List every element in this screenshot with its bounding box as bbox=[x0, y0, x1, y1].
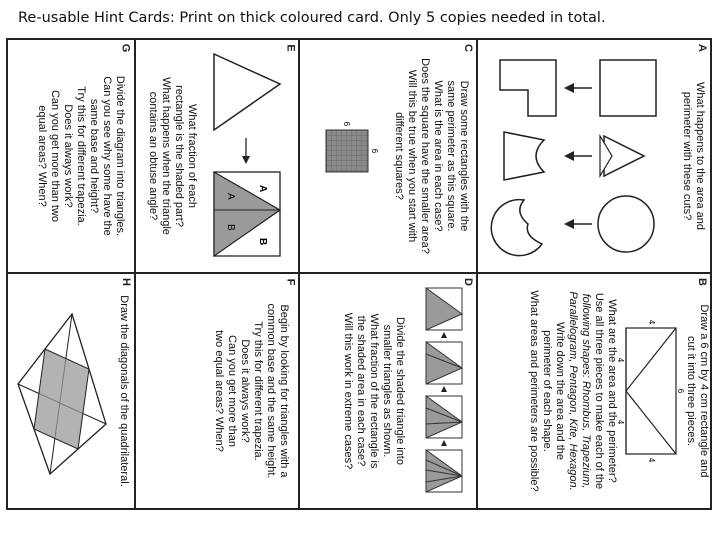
card-text-line: Can you get more than two bbox=[49, 89, 61, 223]
card-text-line: Divide the diagram into triangles. bbox=[114, 75, 126, 237]
dim-label-bottom-right: 4 bbox=[616, 419, 625, 425]
card-text bbox=[35, 40, 126, 272]
card-text-line: Does it always work? bbox=[239, 339, 251, 443]
card-text bbox=[146, 40, 198, 272]
card-text-line: perimeter with these cuts? bbox=[681, 91, 693, 221]
card-letter: A bbox=[696, 44, 709, 52]
card-letter: D bbox=[462, 278, 475, 286]
card-text-line: Will this be true when you start with bbox=[406, 69, 418, 243]
card-text-line: What fraction of the rectangle is bbox=[368, 313, 380, 469]
hint-card-b bbox=[478, 274, 710, 508]
card-text bbox=[341, 274, 406, 508]
card-letter: G bbox=[119, 43, 132, 53]
card-text-line: rectangle is the shaded part? bbox=[173, 85, 185, 227]
card-text-line: Try this for different trapezia. bbox=[75, 86, 87, 226]
card-text bbox=[117, 274, 133, 508]
card-text-line: What fraction of each bbox=[186, 104, 198, 208]
hint-card-h bbox=[8, 274, 134, 508]
card-text-line: Does it always work? bbox=[62, 104, 74, 208]
card-text-line: What are the area and the perimeter? bbox=[606, 299, 618, 483]
dim-label-side: 6 bbox=[342, 121, 351, 127]
grid-square-diagram bbox=[312, 40, 382, 272]
card-text-line: Use all three pieces to make each of the bbox=[593, 292, 605, 490]
card-text-line: Try this for different trapezia. bbox=[252, 321, 264, 461]
card-text-line: equal areas? When? bbox=[36, 105, 48, 207]
dim-label-bottom-left: 4 bbox=[616, 357, 625, 363]
card-text-line: Begin by looking for triangles with a bbox=[278, 304, 290, 478]
card-text-line: Draw a 6 cm by 4 cm rectangle and bbox=[698, 304, 710, 478]
region-label: A bbox=[225, 193, 236, 200]
card-letter: F bbox=[284, 278, 297, 286]
card-text-line: Can you get more than bbox=[226, 335, 238, 447]
card-letter: E bbox=[284, 44, 297, 52]
card-text-line: common base and the same height. bbox=[265, 303, 277, 479]
card-text-line: same perimeter as this square. bbox=[445, 80, 457, 232]
hint-card-d bbox=[300, 274, 476, 508]
card-text-line: What happens to the area and bbox=[694, 82, 706, 230]
region-label: B bbox=[225, 224, 236, 231]
dim-label-left: 4 bbox=[647, 319, 656, 325]
card-text-line: Does the square have the smaller area? bbox=[419, 58, 431, 254]
card-text-line: Write down the area and the bbox=[554, 322, 566, 460]
dim-label-right: 4 bbox=[647, 457, 656, 463]
hint-card-a bbox=[478, 40, 710, 272]
card-text-line: What happens when the triangle bbox=[160, 77, 172, 235]
card-text-line: Parallelogram, Pentagon, Kite, Hexagon. bbox=[567, 291, 579, 491]
card-text-line: Draw some rectangles with the bbox=[458, 80, 470, 232]
hint-card-g bbox=[8, 40, 134, 272]
card-letter: C bbox=[462, 44, 475, 52]
card-text bbox=[527, 274, 710, 508]
card-text-line: What is the area in each case? bbox=[432, 80, 444, 232]
hint-card-sheet bbox=[6, 38, 712, 510]
triangle-rectangle-diagram bbox=[208, 40, 297, 272]
card-text-line: two equal areas? When? bbox=[213, 330, 225, 452]
quadrilateral-diagonals-diagram bbox=[12, 274, 112, 508]
shaded-triangle-sequence bbox=[414, 274, 475, 508]
card-text-line: different squares? bbox=[393, 112, 405, 200]
area-perimeter-cuts-diagram bbox=[484, 40, 674, 272]
region-label: A bbox=[257, 185, 268, 193]
card-text-line: smaller triangles as shown. bbox=[381, 324, 393, 458]
card-text bbox=[392, 40, 470, 272]
card-text-line: Can you see why some have the bbox=[101, 76, 113, 236]
hint-card-e bbox=[136, 40, 298, 272]
card-text-line: the shaded area in each case? bbox=[355, 315, 367, 467]
page-header: Re-usable Hint Cards: Print on thick coloured card. Only 5 copies needed in total. bbox=[18, 10, 606, 26]
card-text-line: following shapes: Rhombus, Trapezium, bbox=[580, 293, 592, 489]
dim-label-top: 6 bbox=[676, 388, 685, 394]
hint-card-f bbox=[136, 274, 298, 508]
hint-card-c bbox=[300, 40, 476, 272]
card-text-line: What areas and perimeters are possible? bbox=[528, 290, 540, 492]
card-text-line: same base and height? bbox=[88, 98, 100, 214]
card-text-line: contains an obtuse angle? bbox=[147, 91, 159, 221]
card-text-line: Draw the diagonals of the quadrilateral. bbox=[118, 295, 130, 487]
card-text bbox=[680, 40, 709, 272]
card-text-line: Divide the shaded triangle into bbox=[394, 317, 406, 465]
card-text-line: cut it into three pieces. bbox=[685, 335, 697, 447]
card-letter: B bbox=[696, 278, 709, 286]
card-text bbox=[212, 274, 290, 508]
region-label: B bbox=[257, 238, 268, 246]
card-text-line: perimeter of each shape. bbox=[541, 330, 553, 452]
dim-label-top: 6 bbox=[370, 148, 379, 154]
card-text-line: Will this work in extreme cases? bbox=[342, 312, 354, 470]
card-letter: H bbox=[120, 278, 133, 286]
